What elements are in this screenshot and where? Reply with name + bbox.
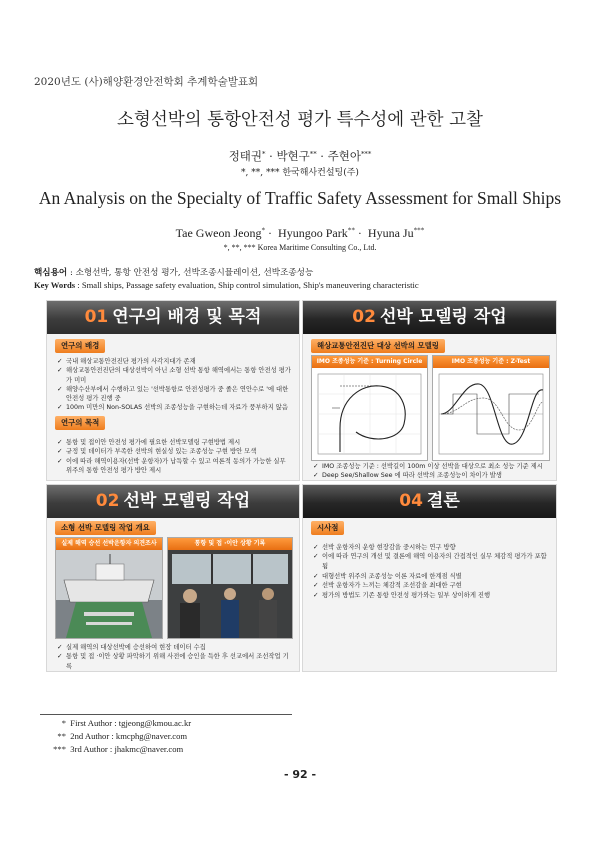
footnote-label: 3rd Author: [70, 744, 108, 754]
author-3-en-mark: ***: [413, 226, 425, 235]
author-3-kr: 주현아: [327, 149, 361, 163]
panel-header: [303, 301, 556, 334]
footnote-first-author: * First Author : tgjeong@kmou.ac.kr: [52, 718, 191, 728]
keywords-english-label: Key Words: [34, 280, 76, 290]
panel-ship-modeling-imo: [302, 300, 557, 481]
list-item: ✓ 국내 해상교통안전진단 평가의 사각지대가 존재: [57, 357, 291, 366]
keywords-korean-text: 소형선박, 통항 안전성 평가, 선박조종시뮬레이션, 선박조종성능: [75, 268, 314, 278]
panel-header: [47, 301, 299, 334]
author-2-mark: **: [309, 149, 317, 158]
list-item: ✓ 해상교통안전진단의 대상선박이 아닌 소형 선박 통항 해역에서는 통항 안전성 평가가 미미: [57, 366, 291, 385]
keywords-korean-sep: :: [67, 268, 76, 278]
subheading-implications: 시사점: [311, 521, 344, 535]
keywords-english: [34, 280, 419, 290]
section-title: 선박 모델링 작업: [379, 307, 507, 327]
english-title: An Analysis on the Specialty of Traffic Safety Assessment for Small Ships: [38, 188, 562, 208]
list-item: ✓ 규정 및 데이터가 부족한 선박의 현실성 있는 조종성능 구현 방안 모색: [57, 447, 291, 456]
list-item: ✓ 100m 미만의 Non-SOLAS 선박의 조종성능을 구현하는데 자료가 풍부하지 않음: [57, 403, 291, 412]
panel-header: [47, 485, 299, 518]
purpose-list: [57, 438, 291, 475]
footnote-third-author: *** 3rd Author : jhakmc@naver.com: [53, 744, 184, 754]
list-item: ✓ 이에 따라 해역이용자(선박 운항자)가 납득할 수 있고 여론적 동의가 가능한 실무 위주의 통항 안전성 평가 방안 제시: [57, 457, 291, 476]
list-item: ✓ 대형선박 위주의 조종성능 이론 자료에 한계점 식별: [313, 572, 549, 581]
author-3-en: Hyuna Ju: [367, 226, 414, 240]
korean-authors: 정태권* · 박현구** · 주현아***: [228, 149, 372, 163]
list-item: ✓ 이에 따라 연구의 개선 및 결론에 해역 이용자의 간접적인 실무 체감적 평가가 포함됨: [313, 552, 549, 571]
page-number: - 92 -: [283, 768, 317, 781]
author-1-en: Tae Gweon Jeong: [175, 226, 262, 240]
section-title: 연구의 배경 및 목적: [112, 307, 262, 327]
panel-background-purpose: [46, 300, 300, 481]
author-1-kr: 정태권: [228, 149, 263, 163]
section-number: 01: [84, 307, 109, 327]
panel-small-ship-modeling: [46, 484, 300, 672]
subheading-purpose: 연구의 목적: [55, 416, 105, 430]
author-2-en-mark: **: [347, 226, 355, 235]
author-2-en: Hyungoo Park: [278, 226, 348, 240]
photo-label: 통항 및 접 ·이안 상황 기록: [168, 538, 292, 550]
keywords-korean: [34, 266, 313, 278]
panel-conclusion: [302, 484, 557, 672]
footnote-email: kmcphg@naver.com: [115, 731, 188, 741]
section-number: 02: [352, 307, 376, 327]
author-3-mark: ***: [360, 149, 372, 158]
subheading-background: 연구의 배경: [55, 339, 105, 353]
footnote-email: tgjeong@kmou.ac.kr: [118, 718, 192, 728]
subheading-target-ships: 해상교통안전진단 대상 선박의 모델링: [311, 339, 445, 353]
imo-list: [313, 462, 549, 481]
list-item: ✓ 평가의 방법도 기존 통항 안전성 평가와는 일부 상이하게 진행: [313, 591, 549, 600]
panel-header: [303, 485, 556, 518]
z-test-diagram: [433, 368, 549, 460]
subheading-overview: 소형 선박 모델링 작업 개요: [55, 521, 156, 535]
list-item: ✓ 통항 및 접이안 안전성 평가에 필요한 선박모델링 구현방법 제시: [57, 438, 291, 447]
list-item: ✓ 통항 및 접 ·이안 상황 파악하기 위해 사전에 승인을 득한 후 선교에서 조선작업 기록: [57, 652, 293, 671]
footnote-email: jhakmc@naver.com: [114, 744, 184, 754]
implications-list: [313, 543, 549, 571]
korean-title: 소형선박의 통항안전성 평가 특수성에 관한 고찰: [117, 110, 483, 130]
list-item: ✓ 해양수산부에서 수행하고 있는 '선박통항로 안전성평가 중 졸은 연안수로 '에 대한 안전성 평가 진행 중: [57, 385, 291, 404]
korean-affiliation: *, **, *** 한국해사컨설팅(주): [241, 168, 359, 178]
bridge-photo: [167, 537, 293, 639]
section-title: 선박 모델링 작업: [123, 491, 251, 511]
turning-circle-diagram: [312, 368, 427, 460]
z-test-figure: [432, 355, 550, 461]
footnote-label: First Author: [70, 718, 113, 728]
keywords-english-text: Small ships, Passage safety evaluation, Ship control simulation, Ship's maneuvering characteristic: [81, 280, 419, 290]
ferry-illustration: [56, 550, 162, 638]
list-item: ✓ IMO 조종성능 기준 : 선박길이 100m 이상 선박을 대상으로 최소 성능 기준 제시: [313, 462, 549, 471]
findings-list: [313, 572, 549, 600]
keywords-korean-label: 핵심용어: [34, 268, 68, 278]
figure-label: IMO 조종성능 기준 : Z-Test: [433, 356, 549, 368]
ferry-photo: [55, 537, 163, 639]
section-number: 02: [95, 491, 120, 511]
section-number: 04: [399, 491, 423, 511]
list-item: ✓ 실제 해역의 대상선박에 승선하여 현장 데이터 수집: [57, 643, 293, 652]
figure-label: IMO 조종성능 기준 : Turning Circle: [312, 356, 427, 368]
list-item: ✓ 선박 운항자의 운항 현장감을 중시하는 연구 방향: [313, 543, 549, 552]
footnote-label: 2nd Author: [70, 731, 110, 741]
footnote-divider: [40, 714, 292, 715]
author-1-mark: *: [262, 149, 266, 158]
field-list: [57, 643, 293, 671]
english-authors: Tae Gweon Jeong* · Hyungoo Park** · Hyuna Ju***: [175, 226, 425, 240]
footnote-mark: *: [61, 718, 66, 728]
turning-circle-figure: [311, 355, 428, 461]
list-item: ✓ Deep See/Shallow See 에 따라 선박의 조종성능이 차이가 발생: [313, 471, 549, 480]
photo-label: 실제 해역 승선 선박운항자 의견조사: [56, 538, 162, 550]
keywords-english-sep: :: [75, 280, 82, 290]
list-item: ✓ 선박 운항자가 느끼는 체감적 조선감을 최대한 구현: [313, 581, 549, 590]
bridge-illustration: [168, 550, 292, 638]
author-1-en-mark: *: [261, 226, 266, 235]
footnote-second-author: ** 2nd Author : kmcphg@naver.com: [52, 731, 187, 741]
footnote-mark: ***: [53, 744, 66, 754]
footnote-mark: **: [57, 731, 66, 741]
english-affiliation: *, **, *** Korea Maritime Consulting Co., Ltd.: [223, 243, 377, 252]
conference-name: 2020년도 (사)해양환경안전학회 추계학술발표회: [34, 76, 259, 88]
background-list: [57, 357, 291, 413]
section-title: 결론: [426, 491, 460, 511]
author-2-kr: 박현구: [276, 149, 310, 163]
